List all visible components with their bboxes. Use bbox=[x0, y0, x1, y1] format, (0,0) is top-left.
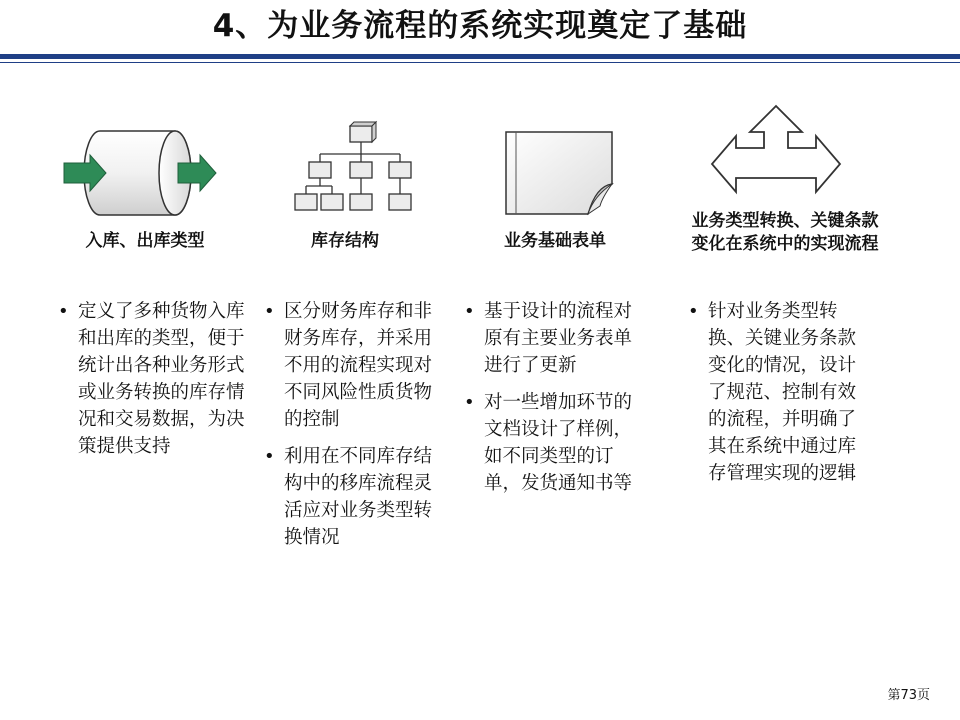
cylinder-arrows-icon bbox=[60, 125, 225, 220]
list-item: • 利用在不同库存结构中的移库流程灵活应对业务类型转换情况 bbox=[264, 446, 433, 548]
bullet-list-business-forms bbox=[462, 298, 642, 507]
column-label-business-forms: 业务基础表单 bbox=[504, 231, 606, 251]
list-item: • 定义了多种货物入库和出库的类型，便于统计出各种业务形式或业务转换的库存情况和交易数据，为决策提供支持 bbox=[58, 301, 245, 457]
column-label-inout-type: 入库、出库类型 bbox=[85, 231, 205, 251]
list-item: • 对一些增加环节的文档设计了样例，如不同类型的订单，发货通知书等 bbox=[464, 392, 633, 494]
column-label-inventory-structure: 库存结构 bbox=[311, 231, 379, 251]
list-item: • 针对业务类型转换、关键业务条款变化的情况，设计了规范、控制有效的流程，并明确了其在系统中通过库存管理实现的逻辑 bbox=[688, 301, 857, 484]
page-number: 第73页 bbox=[887, 688, 930, 703]
header-rule-thin bbox=[0, 62, 960, 63]
bullet-list-inout-type bbox=[56, 298, 248, 470]
hierarchy-icon bbox=[292, 120, 417, 220]
list-item: • 区分财务库存和非财务库存，并采用不用的流程实现对不同风险性质货物的控制 bbox=[264, 301, 433, 430]
page-title: 4、为业务流程的系统实现奠定了基础 bbox=[212, 8, 748, 44]
bullet-list-inventory-structure bbox=[262, 298, 442, 561]
column-label-process-line1: 业务类型转换、关键条款 bbox=[691, 211, 879, 231]
bullet-list-process bbox=[686, 298, 866, 497]
three-way-arrow-icon bbox=[708, 104, 844, 200]
document-icon bbox=[500, 128, 620, 220]
header-rule bbox=[0, 54, 960, 59]
list-item: • 基于设计的流程对原有主要业务表单进行了更新 bbox=[464, 301, 633, 376]
column-label-process-line2: 变化在系统中的实现流程 bbox=[691, 234, 879, 254]
